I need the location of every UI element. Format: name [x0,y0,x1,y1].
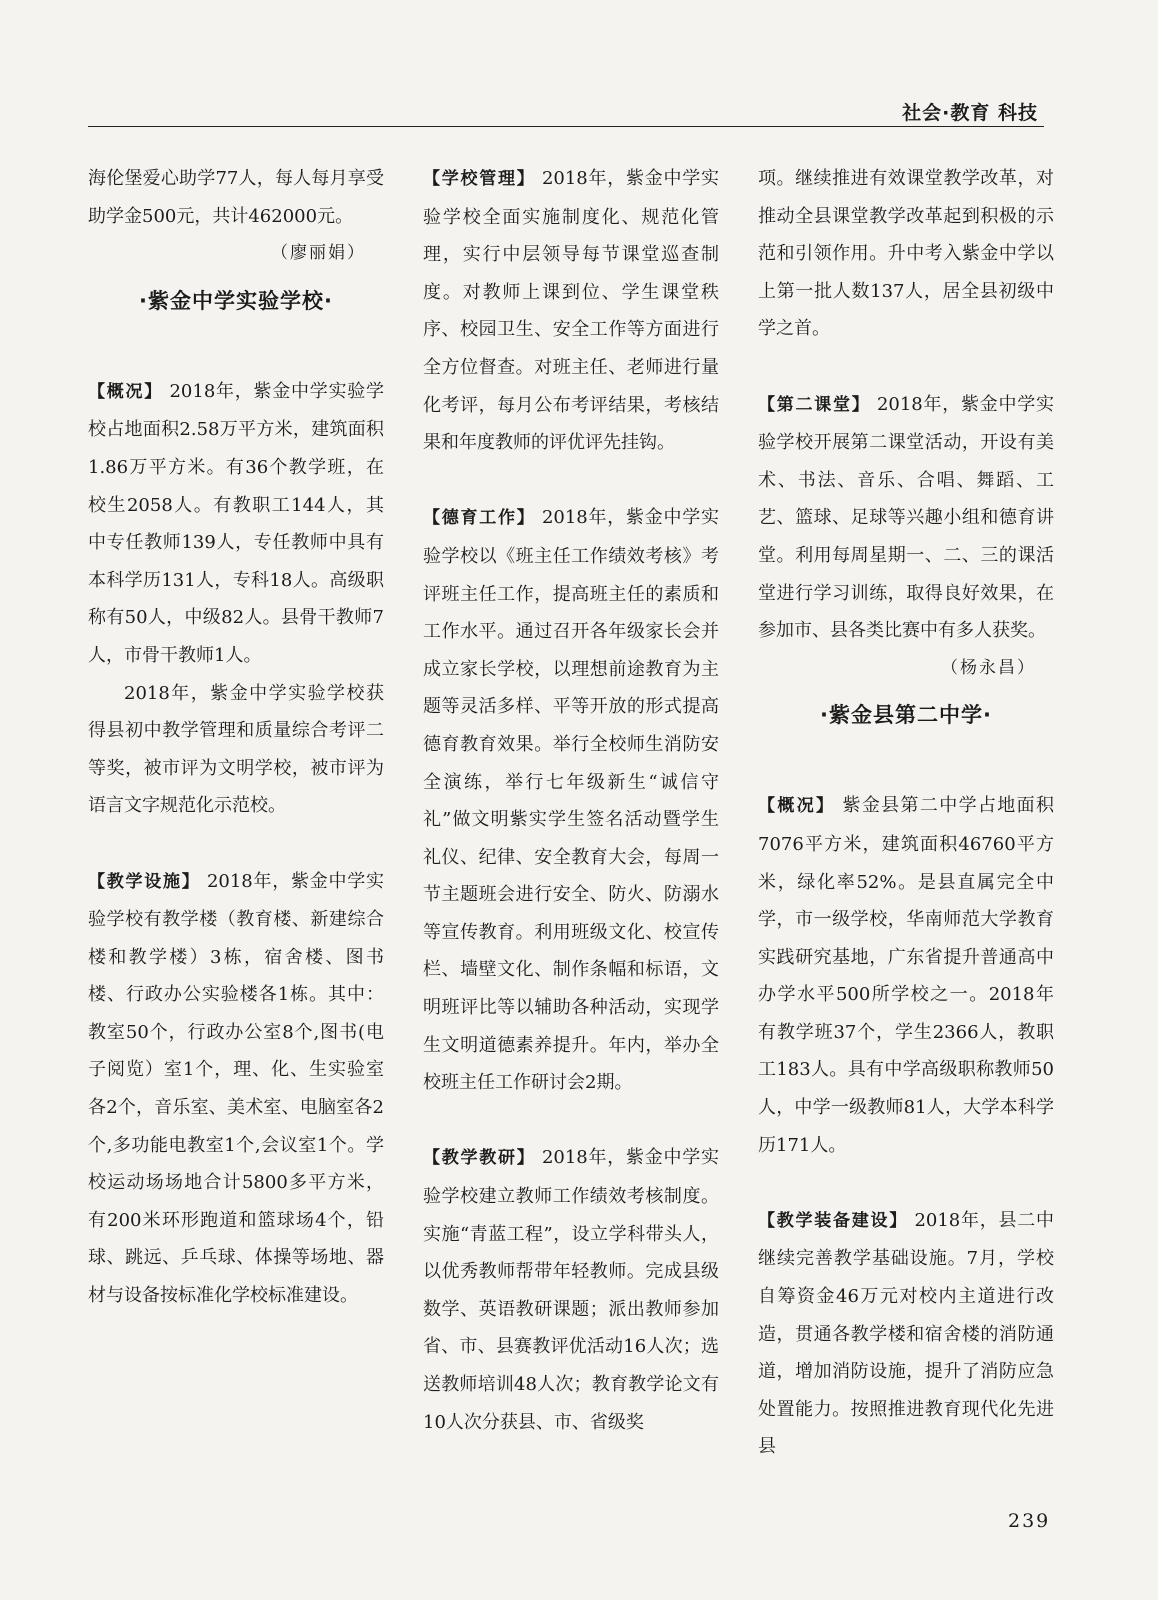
overview-paragraph [758,787,1054,1164]
section-head: 【教学装备建设】 [758,1210,908,1231]
running-header [88,98,1044,126]
teaching-research-paragraph [423,1139,719,1441]
paragraph-text: 2018年，紫金中学实验学校开展第二课堂活动，开设有美术、书法、音乐、合唱、舞蹈、工艺、篮球、足球等兴趣小组和德育讲堂。利用每周星期一、二、三的课活堂进行学习训练，取得良好效果，在参加市、县各类比赛中有多人获奖。 [758,393,1054,642]
page-number: 239 [1008,1510,1051,1532]
paragraph-text: 2018年，紫金中学实验学校以《班主任工作绩效考核》考评班主任工作，提高班主任的素质和工作水平。通过召开各年级家长会并成立家长学校，以理想前途教育为主题等灵活多样、平等开放的形式提高德育教育效果。举行全校师生消防安全演练，举行七年级新生“诚信守礼”做文明紫实学生签名活动暨学生礼仪、纪律、安全教育大会，每周一节主题班会进行安全、防火、防溺水等宣传教育。利用班级文化、校宣传栏、墙壁文化、制作条幅和标语，文明班评比等以辅助各种活动，实现学生文明道德素养提升。年内，举办全校班主任工作研讨会2期。 [423,507,719,1094]
section-head: 【第二课堂】 [758,394,871,415]
section-head: 【教学设施】 [88,871,201,892]
column-1 [88,160,384,1315]
section-title: 社会·教育 科技 [902,102,1038,124]
spacer [88,331,384,373]
school-heading: ·紫金中学实验学校· [139,288,333,313]
column-2 [423,160,719,1441]
spacer [423,462,719,500]
author-note: （廖丽娟） [271,243,366,264]
paragraph-text: 2018年，紫金中学实验学校全面实施制度化、规范化管理，实行中层领导每节课堂巡查制度。对教师上课到位、学生课堂秩序、校园卫生、安全工作等方面进行全方位督查。对班主任、老师进行量化考评，每月公布考评结果，考核结果和年度教师的评优评先挂钩。 [423,168,719,454]
spacer [758,745,1054,787]
header-rule [88,126,1044,127]
author-note: （杨永昌） [941,657,1036,678]
section-head: 【学校管理】 [423,169,536,189]
section-head: 【教学教研】 [423,1148,536,1169]
school-heading: ·紫金县第二中学· [820,703,992,728]
paragraph-text: 2018年，县二中继续完善教学基础设施。7月，学校自筹资金46万元对校内主道进行改造，贯通各教学楼和宿舍楼的消防通道，增加消防设施，提升了消防应急处置能力。按照推进教育现代化先进县 [758,1209,1054,1458]
column-3 [758,160,1054,1466]
facilities-paragraph [88,863,384,1315]
continued-paragraph: 项。继续推进有效课堂教学改革，对推动全县课堂教学改革起到积极的示范和引领作用。升中考入紫金中学以上第一批人数137人，居全县初级中学之首。 [758,168,1054,340]
paragraph-text: 2018年，紫金中学实验学校有教学楼（教育楼、新建综合楼和教学楼）3栋，宿舍楼、图书楼、行政办公实验楼各1栋。其中：教室50个，行政办公室8个,图书(电子阅览）室1个，理、化、生实验室各2个，音乐室、美术室、电脑室各2个,多功能电教室1个,会议室1个。学校运动场场地合计5800多平方米，有200米环形跑道和篮球场4个，铅球、跳远、乒乓球、体操等场地、器材与设备按标准化学校标准建设。 [88,870,384,1307]
paragraph-text: 2018年，紫金中学实验学校占地面积2.58万平方米，建筑面积1.86万平方米。有36个教学班，在校生2058人。有教职工144人，其中专任教师139人，专任教师中具有本科学历131人，专科18人。高级职称有50人，中级82人。县骨干教师7人，市骨干教师1人。 [88,380,384,666]
equipment-paragraph [758,1202,1054,1466]
awards-paragraph: 2018年，紫金中学实验学校获得县初中教学管理和质量综合考评二等奖，被市评为文明学校，被市评为语言文字规范化示范校。 [88,682,384,817]
section-head: 【概况】 [88,381,163,402]
section-head: 【概况】 [758,796,836,817]
overview-paragraph [88,373,384,675]
section-head: 【德育工作】 [423,508,536,529]
spacer [88,825,384,863]
paragraph-text: 2018年，紫金中学实验学校建立教师工作绩效考核制度。实施“青蓝工程”，设立学科带头人，以优秀教师帮带年轻教师。完成县级数学、英语教研课题；派出教师参加省、市、县赛教评优活动16人次；选送教师培训48人次；教育教学论文有10人次分获县、市、省级奖 [423,1147,719,1433]
management-paragraph [423,160,719,462]
spacer [423,1102,719,1140]
intro-paragraph: 海伦堡爱心助学77人，每人每月享受助学金500元，共计462000元。 [88,168,384,227]
spacer [758,1164,1054,1202]
spacer [758,348,1054,386]
second-classroom-paragraph [758,386,1054,650]
moral-education-paragraph [423,499,719,1102]
paragraph-text: 紫金县第二中学占地面积7076平方米，建筑面积46760平方米，绿化率52%。是县直属完全中学，市一级学校，华南师范大学教育实践研究基地，广东省提升普通高中办学水平500所学校之一。2018年有教学班37个，学生2366人，教职工183人。具有中学高级职称教师50人，中学一级教师81人，大学本科学历171人。 [758,795,1054,1156]
